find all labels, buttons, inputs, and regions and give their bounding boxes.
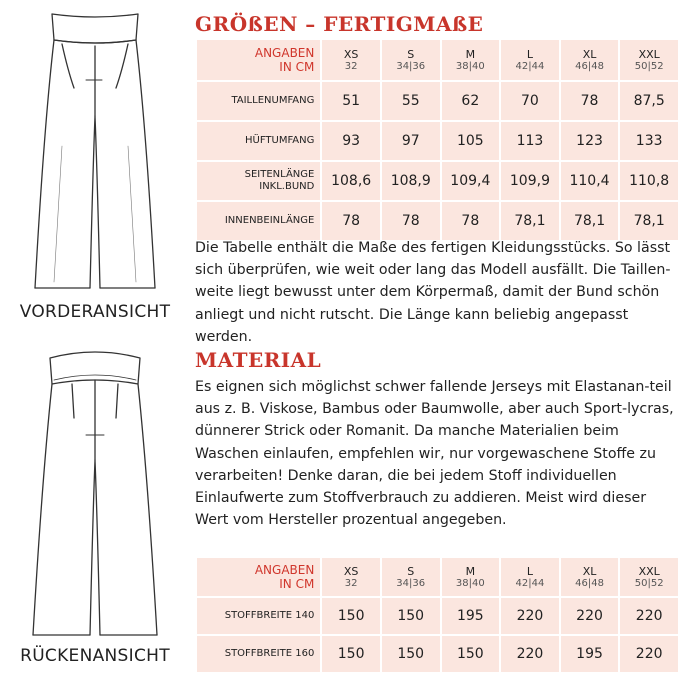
size-sub: 32: [344, 577, 358, 589]
material-heading: MATERIAL: [195, 348, 322, 372]
table-cell: 70: [501, 82, 559, 120]
table-cell: 78,1: [501, 202, 559, 240]
size-sub: 42|44: [515, 60, 545, 72]
size-name: XL: [582, 47, 597, 61]
table-cell: 78,1: [620, 202, 678, 240]
table-cell: 150: [382, 598, 440, 634]
sketch-column: [0, 0, 190, 680]
size-column-header: [322, 558, 380, 596]
size-column-header: [620, 40, 678, 80]
table-cell: 113: [501, 122, 559, 160]
row-label: STOFFBREITE 160: [197, 636, 320, 672]
size-name: XXL: [638, 47, 660, 61]
size-column-header: [561, 40, 619, 80]
table-cell: 97: [382, 122, 440, 160]
size-name: M: [465, 47, 476, 61]
front-view-label: VORDERANSICHT: [19, 302, 171, 322]
size-name: L: [526, 564, 533, 578]
size-column-header: [620, 558, 678, 596]
table-cell: 78: [442, 202, 500, 240]
size-sub: 34|36: [396, 60, 426, 72]
table-row: [197, 598, 678, 634]
row-label-line1: SEITENLÄNGE: [244, 169, 315, 180]
row-label: HÜFTUMFANG: [197, 122, 320, 160]
material-header-label-line1: ANGABEN: [254, 563, 315, 577]
table-cell: 62: [442, 82, 500, 120]
material-table: [195, 556, 680, 674]
table-cell: 55: [382, 82, 440, 120]
table-cell: 78: [382, 202, 440, 240]
table-cell: 78: [561, 82, 619, 120]
row-label: STOFFBREITE 140: [197, 598, 320, 634]
size-column-header: [501, 558, 559, 596]
table-cell: 105: [442, 122, 500, 160]
back-view-sketch: [10, 340, 180, 640]
size-column-header: [501, 40, 559, 80]
size-sub: 42|44: [515, 577, 545, 589]
size-sub: 32: [344, 60, 358, 72]
table-row: [197, 202, 678, 240]
table-cell: 110,8: [620, 162, 678, 200]
sizes-heading: GRÖßEN – FERTIGMAßE: [195, 12, 484, 36]
sizes-header-label-line1: ANGABEN: [254, 46, 315, 60]
table-cell: 220: [620, 598, 678, 634]
row-label: [197, 162, 320, 200]
table-cell: 93: [322, 122, 380, 160]
table-cell: 123: [561, 122, 619, 160]
table-cell: 195: [561, 636, 619, 672]
size-sub: 50|52: [634, 577, 664, 589]
table-cell: 51: [322, 82, 380, 120]
table-cell: 109,4: [442, 162, 500, 200]
table-row: [197, 122, 678, 160]
table-cell: 220: [620, 636, 678, 672]
material-header-label: [197, 558, 320, 596]
sizes-header-label-line2: IN CM: [279, 60, 315, 74]
sizes-description: Die Tabelle enthält die Maße des fertigen Kleidungsstücks. So lässt sich überprüfen, wie weit oder lang das Modell ausfällt. Die Taillen-weite liegt bewusst unter dem Körpermaß, damit der Bund schön anliegt und nicht rutscht. Die Länge kann beliebig angepasst werden.: [195, 240, 671, 345]
table-row: [197, 82, 678, 120]
size-name: XL: [582, 564, 597, 578]
table-cell: 195: [442, 598, 500, 634]
size-sub: 46|48: [575, 60, 604, 72]
table-cell: 87,5: [620, 82, 678, 120]
size-column-header: [322, 40, 380, 80]
size-column-header: [382, 40, 440, 80]
size-sub: 46|48: [575, 577, 604, 589]
table-cell: 150: [322, 636, 380, 672]
table-cell: 78: [322, 202, 380, 240]
sizes-table: [195, 38, 680, 242]
size-name: S: [407, 47, 415, 61]
table-cell: 150: [442, 636, 500, 672]
row-label: TAILLENUMFANG: [197, 82, 320, 120]
size-name: L: [526, 47, 533, 61]
size-sub: 38|40: [455, 60, 485, 72]
size-name: XXL: [638, 564, 660, 578]
table-cell: 108,6: [322, 162, 380, 200]
row-label: INNENBEINLÄNGE: [197, 202, 320, 240]
sizes-header-label: [197, 40, 320, 80]
table-cell: 108,9: [382, 162, 440, 200]
table-cell: 220: [501, 636, 559, 672]
table-cell: 220: [561, 598, 619, 634]
table-cell: 150: [382, 636, 440, 672]
size-sub: 50|52: [634, 60, 664, 72]
material-header-row: [197, 558, 678, 596]
size-name: XS: [343, 564, 359, 578]
size-sub: 34|36: [396, 577, 426, 589]
size-column-header: [442, 558, 500, 596]
row-label-line2: INKL.BUND: [259, 181, 315, 192]
size-sub: 38|40: [455, 577, 485, 589]
front-view-sketch: [10, 6, 180, 296]
material-description: Es eignen sich möglichst schwer fallende Jerseys mit Elastanan-teil aus z. B. Viskose, Bambus oder Baumwolle, aber auch Sport-lycras, dünnerer Strick oder Romanit. Da manche Materialien beim Waschen einlaufen, empfehlen wir, nur vorgewaschene Stoffe zu verarbeiten! Denke daran, die bei jedem Stoff individuellen Einlaufwerte zum Stoffverbrauch zu addieren. Meist wird dieser Wert vom Hersteller prozentual angegeben.: [195, 379, 674, 529]
size-name: M: [465, 564, 476, 578]
sizes-header-row: [197, 40, 678, 80]
table-row: [197, 636, 678, 672]
material-header-label-line2: IN CM: [279, 577, 315, 591]
size-column-header: [442, 40, 500, 80]
table-row: [197, 162, 678, 200]
table-cell: 220: [501, 598, 559, 634]
table-cell: 78,1: [561, 202, 619, 240]
table-cell: 150: [322, 598, 380, 634]
table-cell: 109,9: [501, 162, 559, 200]
size-name: S: [407, 564, 415, 578]
size-name: XS: [343, 47, 359, 61]
size-column-header: [382, 558, 440, 596]
back-view-label: RÜCKENANSICHT: [20, 646, 170, 666]
table-cell: 133: [620, 122, 678, 160]
size-column-header: [561, 558, 619, 596]
table-cell: 110,4: [561, 162, 619, 200]
